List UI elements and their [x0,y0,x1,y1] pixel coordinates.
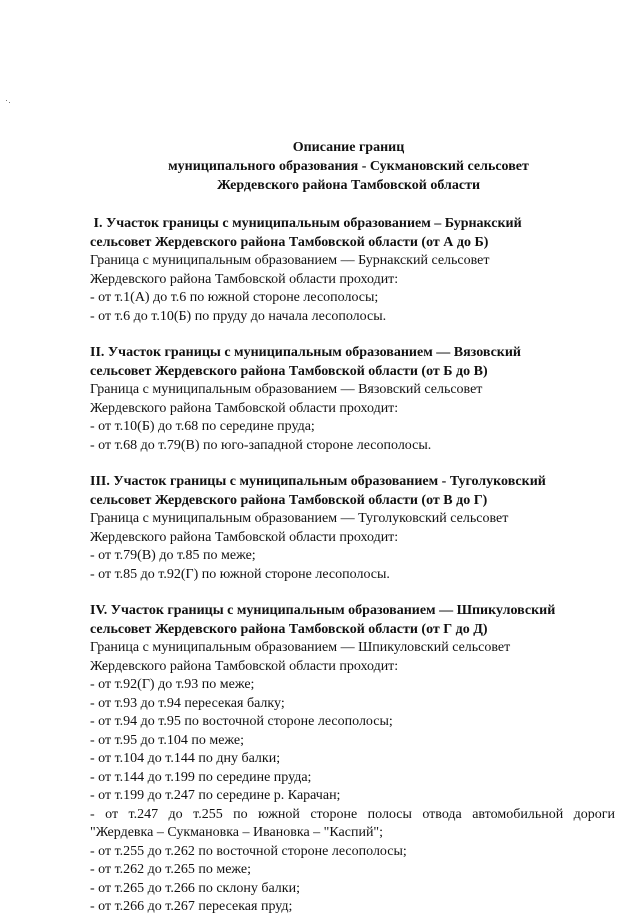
title-line-3: Жердевского района Тамбовской области [216,178,481,193]
list-item: - от т.92(Г) до т.93 по меже; [90,677,255,692]
list-item: - от т.68 до т.79(В) по юго-западной стороне лесополосы. [90,437,432,453]
list-item-continuation: "Жердевка – Сукмановка – Ивановка – "Каспий"; [90,825,384,840]
list-item: - от т.93 до т.94 пересекая балку; [90,695,285,711]
list-item: - от т.94 до т.95 по восточной стороне лесополосы; [90,714,393,729]
paragraph-line: Граница с муниципальным образованием — Вязовский сельсовет [90,382,483,397]
section-3 [90,473,615,584]
list-item: - от т.1(А) до т.6 по южной стороне лесополосы; [90,290,379,305]
heading-line: сельсовет Жердевского района Тамбовской области (от В до Г) [90,492,488,508]
list-item: - от т.265 до т.266 по склону балки; [90,880,300,896]
list-item: - от т.95 до т.104 по меже; [90,732,245,748]
heading-line: I. Участок границы с муниципальным образованием – Бурнакский [90,216,522,231]
section-2 [90,344,615,455]
paragraph-line: Граница с муниципальным образованием — Туголуковский сельсовет [90,511,509,526]
list-item: - от т.10(Б) до т.68 по середине пруда; [90,419,315,434]
list-item: - от т.85 до т.92(Г) по южной стороне лесополосы. [90,566,390,582]
list-item: - от т.79(В) до т.85 по меже; [90,548,256,563]
list-item: - от т.6 до т.10(Б) по пруду до начала лесополосы. [90,308,387,324]
document-page [90,138,615,917]
list-item: - от т.247 до т.255 по южной стороне полосы отвода автомобильной дороги [90,806,615,822]
scan-speck [9,102,10,103]
paragraph-line: Жердевского района Тамбовской области проходит: [90,400,399,416]
paragraph-line: Жердевского района Тамбовской области проходит: [90,529,399,545]
list-item: - от т.266 до т.267 пересекая пруд; [90,899,293,914]
section-1 [90,215,615,326]
list-item: - от т.144 до т.199 по середине пруда; [90,769,312,785]
paragraph-line: Граница с муниципальным образованием –– Бурнакский сельсовет [90,253,490,268]
scan-speck [6,100,7,101]
document-title [82,138,615,195]
heading-line: II. Участок границы с муниципальным образованием — Вязовский [90,345,521,360]
list-item: - от т.255 до т.262 по восточной стороне лесополосы; [90,843,407,859]
list-item: - от т.262 до т.265 по меже; [90,862,252,877]
title-line-1: Описание границ [292,140,405,155]
list-item: - от т.199 до т.247 по середине р. Карачан; [90,788,341,803]
paragraph-line: Жердевского района Тамбовской области проходит: [90,271,399,287]
list-item: - от т.104 до т.144 по дну балки; [90,751,281,766]
paragraph-line: Граница с муниципальным образованием — Шпикуловский сельсовет [90,640,511,655]
heading-line: сельсовет Жердевского района Тамбовской области (от Г до Д) [90,621,488,637]
heading-line: сельсовет Жердевского района Тамбовской области (от А до Б) [90,234,489,250]
section-heading [90,473,615,510]
section-heading [90,344,615,381]
paragraph-line: Жердевского района Тамбовской области проходит: [90,658,399,674]
section-4 [90,602,615,917]
section-heading [90,215,615,252]
heading-line: сельсовет Жердевского района Тамбовской области (от Б до В) [90,363,488,379]
section-heading [90,602,615,639]
heading-line: IV. Участок границы с муниципальным образованием — Шпикуловский [90,603,556,618]
heading-line: III. Участок границы с муниципальным образованием - Туголуковский [90,474,546,489]
title-line-2: муниципального образования - Сукмановский сельсовет [168,159,529,174]
